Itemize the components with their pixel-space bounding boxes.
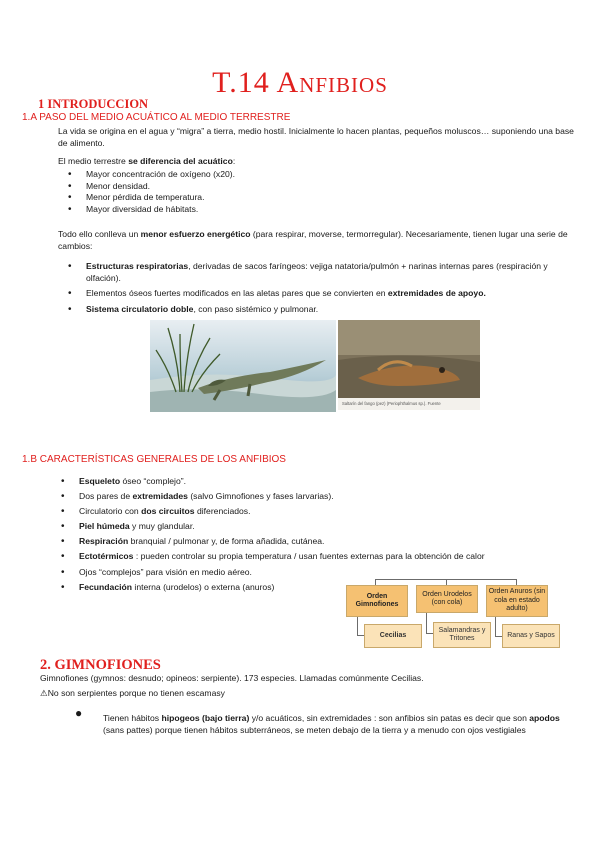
differences-list: [86, 169, 566, 215]
list-item-bold: extremidades de apoyo.: [387, 288, 486, 299]
list-item-bold: Sistema circulatorio doble: [86, 303, 194, 314]
list-item: [86, 304, 580, 316]
diagram-connector: [495, 636, 502, 637]
list-item: [79, 506, 591, 518]
list-item-text: óseo “complejo”.: [120, 476, 186, 486]
changes-intro-bold: menor esfuerzo energético: [140, 229, 251, 239]
list-item-text: y muy glandular.: [129, 521, 195, 532]
salamandras-box: Salamandras y Tritones: [433, 622, 491, 648]
gimnofiones-habits: [103, 712, 581, 736]
list-item-text: diferenciados.: [194, 506, 251, 517]
habits-bold: hipogeos (bajo tierra): [161, 713, 250, 723]
list-item: • Mayor concentración de oxígeno (x20).: [86, 169, 566, 181]
list-item-text: interna (urodelos) o externa (anuros): [132, 581, 275, 592]
list-item: [79, 536, 591, 548]
list-item: [86, 261, 580, 284]
list-item: • Menor densidad.: [86, 181, 566, 193]
list-item-bold: Estructuras respiratorias: [86, 261, 189, 271]
list-item: [79, 491, 591, 503]
order-urodelos-box: Orden Urodelos (con cola): [416, 585, 478, 613]
differences-intro-pre: El medio terrestre: [58, 156, 129, 166]
list-item-text: , con paso sistémico y pulmonar.: [193, 303, 319, 314]
page-title: T.14 Anfibios: [212, 66, 388, 99]
list-item-text: : pueden controlar su propia temperatura / usan fuentes externas para la obtención de calor: [133, 551, 485, 562]
section-heading-gimnofiones: 2. GIMNOFIONES: [40, 657, 161, 673]
diagram-connector: [495, 617, 496, 636]
list-item: [79, 476, 591, 488]
list-item-text: (salvo Gimnofiones y fases larvarias).: [187, 491, 334, 502]
list-item-text: Dos pares de: [79, 491, 133, 502]
list-item-bold: Piel húmeda: [79, 521, 130, 532]
changes-intro-post: (para respirar, moverse, termorregular). Necesariamente, tienen lugar una serie de cambios:: [58, 229, 568, 251]
list-item: • Menor pérdida de temperatura.: [86, 192, 566, 204]
list-item-bold: extremidades: [132, 491, 188, 502]
changes-intro: [58, 229, 580, 252]
list-item-text: Elementos óseos fuertes modificados en las aletas pares que se convierten en: [86, 288, 388, 299]
list-item-bold: Fecundación: [79, 581, 133, 592]
section-heading-intro: 1 INTRODUCCION: [38, 97, 149, 111]
ranas-box: Ranas y Sapos: [502, 624, 560, 648]
bullet-icon: ●: [75, 706, 83, 720]
gimnofiones-paragraph: Gimnofiones (gymnos: desnudo; opineos: serpiente). 173 especies. Llamadas comúnmente Cecilias.: [40, 673, 424, 683]
habits-text: (sans pattes) porque tienen hábitos subterráneos, se meten debajo de la tierra y a menudo con ojos vestigiales: [103, 725, 526, 736]
list-item: [79, 551, 591, 563]
subsection-heading-1b: 1.B CARACTERÍSTICAS GENERALES DE LOS ANFIBIOS: [22, 454, 286, 465]
order-gimnofiones-box: Orden Gimnofiones: [346, 585, 408, 617]
list-item: [79, 521, 591, 533]
list-item-text: Circulatorio con: [79, 506, 142, 517]
tetrapod-illustration: [150, 320, 336, 412]
list-item-bold: Ectotérmicos: [79, 551, 134, 562]
order-anuros-box: Orden Anuros (sin cola en estado adulto): [486, 585, 548, 617]
list-item: • Ojos “complejos” para visión en medio aéreo.: [79, 567, 591, 579]
subsection-heading-1a: 1.A PASO DEL MEDIO ACUÁTICO AL MEDIO TERRESTRE: [22, 112, 291, 123]
list-item-bold: dos circuitos: [141, 506, 195, 517]
cecilias-box: Cecilias: [364, 624, 422, 648]
diagram-connector: [357, 635, 364, 636]
list-item-text: branquial / pulmonar y, de forma añadida, cutánea.: [128, 536, 325, 547]
characteristics-list: [79, 476, 591, 593]
differences-intro-post: :: [232, 156, 236, 166]
diagram-connector: [426, 633, 433, 634]
list-item: [86, 288, 580, 300]
list-item: • Mayor diversidad de hábitats.: [86, 204, 566, 216]
changes-list: [86, 261, 580, 315]
list-item-text: , derivadas de sacos faríngeos: vejiga natatoria/pulmón + narinas internas pares (respiración y olfación).: [86, 261, 548, 283]
photo-caption: Saltarín del fango (pez) (Periophthalmus sp.). Fuente: [342, 401, 441, 406]
habits-text: Tienen hábitos: [103, 713, 162, 723]
mudskipper-photo: [338, 320, 480, 410]
habits-text: y/o acuáticos, sin extremidades : son anfibios sin patas es decir que son: [249, 713, 530, 723]
differences-intro-bold: se diferencia del acuático: [128, 156, 233, 166]
list-item-bold: Respiración: [79, 536, 129, 547]
list-item-bold: Esqueleto: [79, 476, 121, 486]
changes-intro-pre: Todo ello conlleva un: [58, 229, 141, 239]
habits-bold: apodos: [529, 713, 560, 723]
warning-note: ⚠No son serpientes porque no tienen escamasy: [40, 688, 225, 698]
differences-intro: [58, 156, 578, 168]
intro-paragraph: La vida se origina en el agua y “migra” a tierra, medio hostil. Inicialmente lo hacen plantas, pequeños moluscos… suponiendo una base de alimento.: [58, 126, 574, 148]
diagram-connector: [357, 617, 358, 635]
diagram-connector: [426, 613, 427, 633]
